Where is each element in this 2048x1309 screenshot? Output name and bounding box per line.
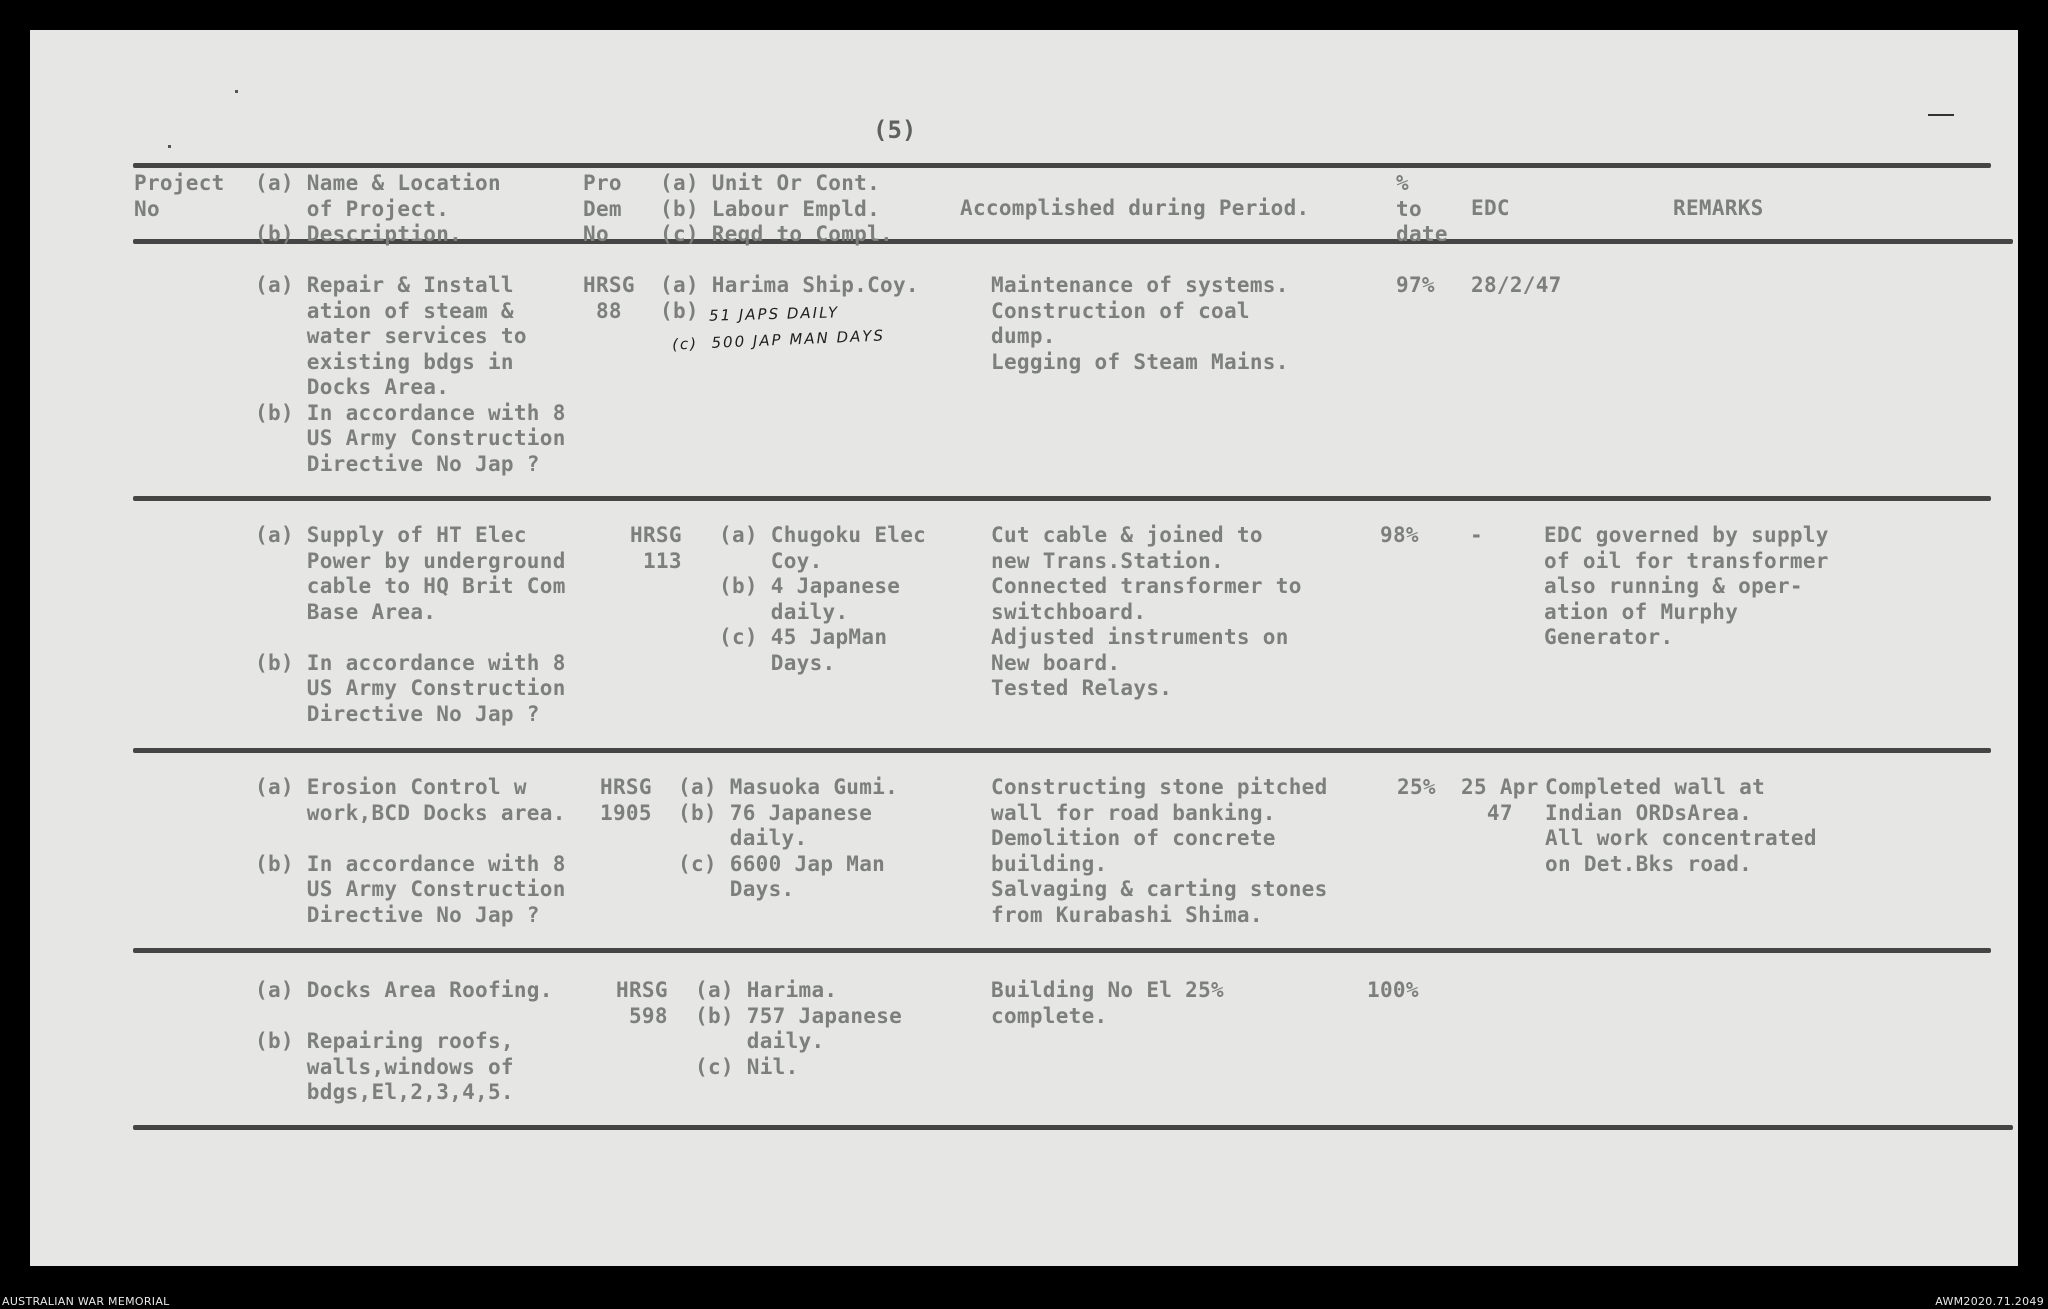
row3-percent: 25% xyxy=(1397,775,1436,799)
row1-unit-labour: (a) Harima Ship.Coy. (b) xyxy=(660,273,919,323)
row3-edc: 25 Apr 47 xyxy=(1461,775,1539,825)
row1-accomplished: Maintenance of systems. Construction of coal dump. Legging of Steam Mains. xyxy=(991,273,1289,374)
header-remarks: REMARKS xyxy=(1673,196,1764,220)
row2-percent: 98% xyxy=(1380,523,1419,547)
row1-handwritten-required: (c) 500 JAP MAN DAYS xyxy=(671,326,886,354)
header-name-location: (a) Name & Location of Project. (b) Description. xyxy=(255,171,501,246)
row2-accomplished: Cut cable & joined to new Trans.Station. Connected transformer to switchboard. Adjusted instruments on New board. Tested Relays. xyxy=(991,523,1302,700)
page-number: (5) xyxy=(873,116,917,144)
row3-unit-labour: (a) Masuoka Gumi. (b) 76 Japanese daily. (c) 6600 Jap Man Days. xyxy=(678,775,899,901)
header-project-no: Project No xyxy=(134,171,225,221)
row-separator-rule xyxy=(133,496,1991,501)
row3-name-description: (a) Erosion Control w work,BCD Docks area. (b) In accordance with 8 US Army Construction Directive No Jap ? xyxy=(255,775,566,927)
row1-percent: 97% xyxy=(1396,273,1435,297)
row3-pro-dem-no: HRSG 1905 xyxy=(600,775,652,825)
row4-unit-labour: (a) Harima. (b) 757 Japanese daily. (c) Nil. xyxy=(695,978,903,1079)
pin-hole-mark xyxy=(168,145,171,148)
row4-name-description: (a) Docks Area Roofing. (b) Repairing roofs, walls,windows of bdgs,El,2,3,4,5. xyxy=(255,978,553,1104)
footer-archive-credit: AUSTRALIAN WAR MEMORIAL xyxy=(2,1295,170,1308)
row3-remarks: Completed wall at Indian ORDsArea. All work concentrated on Det.Bks road. xyxy=(1545,775,1817,876)
row1-handwritten-labour: 51 JAPS DAILY xyxy=(708,303,840,325)
row2-edc: - xyxy=(1470,523,1483,547)
row-separator-rule xyxy=(133,748,1991,753)
edge-tick-mark xyxy=(1928,114,1954,116)
row2-pro-dem-no: HRSG 113 xyxy=(630,523,682,573)
row4-pro-dem-no: HRSG 598 xyxy=(616,978,668,1028)
header-pro-dem-no: Pro Dem No xyxy=(583,171,622,246)
header-percent-to-date: % to date xyxy=(1396,171,1448,246)
footer-archive-reference: AWM2020.71.2049 xyxy=(1935,1295,2044,1308)
row4-accomplished: Building No El 25% complete. xyxy=(991,978,1224,1028)
row1-edc: 28/2/47 xyxy=(1471,273,1562,297)
row3-accomplished: Constructing stone pitched wall for road banking. Demolition of concrete building. Salvaging & carting stones from Kurabashi Shima. xyxy=(991,775,1328,927)
row1-name-description: (a) Repair & Install ation of steam & water services to existing bdgs in Docks Area. (b) In accordance with 8 US Army Construction Directive No Jap ? xyxy=(255,273,566,476)
header-unit-labour: (a) Unit Or Cont. (b) Labour Empld. (c) Reqd to Compl. xyxy=(660,171,893,246)
table-bottom-rule xyxy=(133,1125,2013,1130)
document-page xyxy=(30,30,2018,1266)
row4-percent: 100% xyxy=(1367,978,1419,1002)
header-top-rule xyxy=(133,163,1991,168)
row2-unit-labour: (a) Chugoku Elec Coy. (b) 4 Japanese daily. (c) 45 JapMan Days. xyxy=(719,523,927,675)
header-accomplished: Accomplished during Period. xyxy=(960,196,1310,220)
pin-hole-mark xyxy=(235,90,238,93)
row1-pro-dem-no: HRSG 88 xyxy=(583,273,635,323)
header-edc: EDC xyxy=(1471,196,1510,220)
row2-name-description: (a) Supply of HT Elec Power by underground cable to HQ Brit Com Base Area. (b) In accordance with 8 US Army Construction Directive No Jap ? xyxy=(255,523,566,726)
row-separator-rule xyxy=(133,948,1991,953)
row2-remarks: EDC governed by supply of oil for transformer also running & oper- ation of Murphy Generator. xyxy=(1544,523,1829,649)
